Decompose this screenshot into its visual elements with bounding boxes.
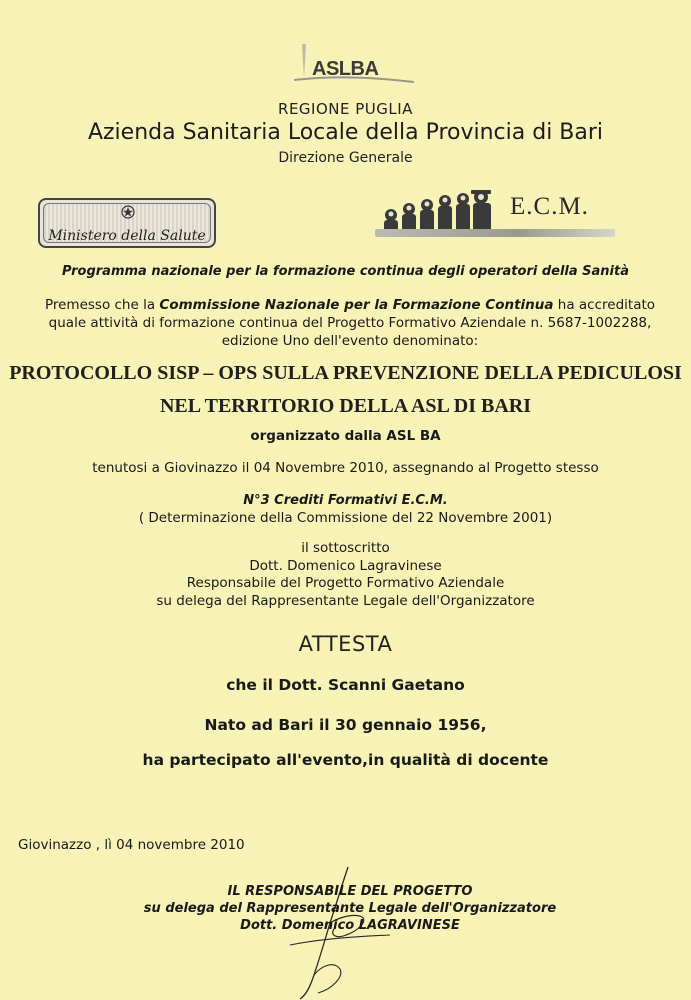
azienda-heading: Azienda Sanitaria Locale della Provincia di Bari xyxy=(87,120,604,145)
recipient-birth: Nato ad Bari il 30 gennaio 1956, xyxy=(204,716,487,734)
ecm-people-icon xyxy=(379,187,509,233)
ministero-badge-text: Ministero della Salute xyxy=(48,228,206,244)
asl-ba-logo xyxy=(288,40,418,92)
firmatario-line1: il sottoscritto xyxy=(301,540,390,556)
evento-title-line2: NEL TERRITORIO DELLA ASL DI BARI xyxy=(159,395,532,417)
firmatario-line2: Dott. Domenico Lagravinese xyxy=(249,557,442,574)
programma-heading: Programma nazionale per la formazione continua degli operatori della Sanità xyxy=(61,264,630,279)
premesso-pre: Premesso che la xyxy=(44,297,160,313)
asl-logo-text: ASLBA xyxy=(312,58,379,80)
ecm-badge-bar xyxy=(375,229,615,237)
place-date: Giovinazzo , lì 04 novembre 2010 xyxy=(18,837,245,853)
organizzato-text: organizzato dalla ASL BA xyxy=(250,428,441,444)
premesso-paragraph xyxy=(40,296,660,350)
premesso-line2: quale attività di formazione continua del Progetto Formativo Aziendale n. 5687-1002288, xyxy=(48,315,652,331)
tenutosi-text: tenutosi a Giovinazzo il 04 Novembre 2010, assegnando al Progetto stesso xyxy=(92,460,599,476)
premesso-line3: edizione Uno dell'evento denominato: xyxy=(221,333,479,349)
evento-title-line1: PROTOCOLLO SISP – OPS SULLA PREVENZIONE DELLA PEDICULOSI xyxy=(9,362,682,384)
commissione-name: Commissione Nazionale per la Formazione Continua xyxy=(159,297,554,313)
recipient-name: che il Dott. Scanni Gaetano xyxy=(226,676,465,694)
attesta-heading: ATTESTA xyxy=(298,632,393,656)
firmatario-block xyxy=(0,540,691,610)
firmatario-line3: Responsabile del Progetto Formativo Aziendale xyxy=(186,575,505,591)
responsabile-line1: IL RESPONSABILE DEL PROGETTO xyxy=(227,884,473,899)
participation-role: ha partecipato all'evento,in qualità di docente xyxy=(142,751,549,769)
firmatario-line4: su delega del Rappresentante Legale dell'Organizzatore xyxy=(156,592,535,609)
crediti-text: N°3 Crediti Formativi E.C.M. xyxy=(243,493,448,508)
premesso-post: ha accreditato xyxy=(553,297,656,313)
ecm-badge-text: E.C.M. xyxy=(510,193,589,220)
ecm-badge xyxy=(375,185,620,245)
responsabile-line3: Dott. Domenico LAGRAVINESE xyxy=(240,918,460,933)
italian-emblem-icon xyxy=(120,204,136,220)
ministero-salute-badge xyxy=(38,198,216,248)
responsabile-signature-block xyxy=(100,883,600,934)
regione-heading: REGIONE PUGLIA xyxy=(278,100,413,118)
direzione-heading: Direzione Generale xyxy=(278,150,413,166)
determinazione-text: ( Determinazione della Commissione del 22 Novembre 2001) xyxy=(138,510,553,526)
responsabile-line2: su delega del Rappresentante Legale dell'Organizzatore xyxy=(143,901,557,916)
